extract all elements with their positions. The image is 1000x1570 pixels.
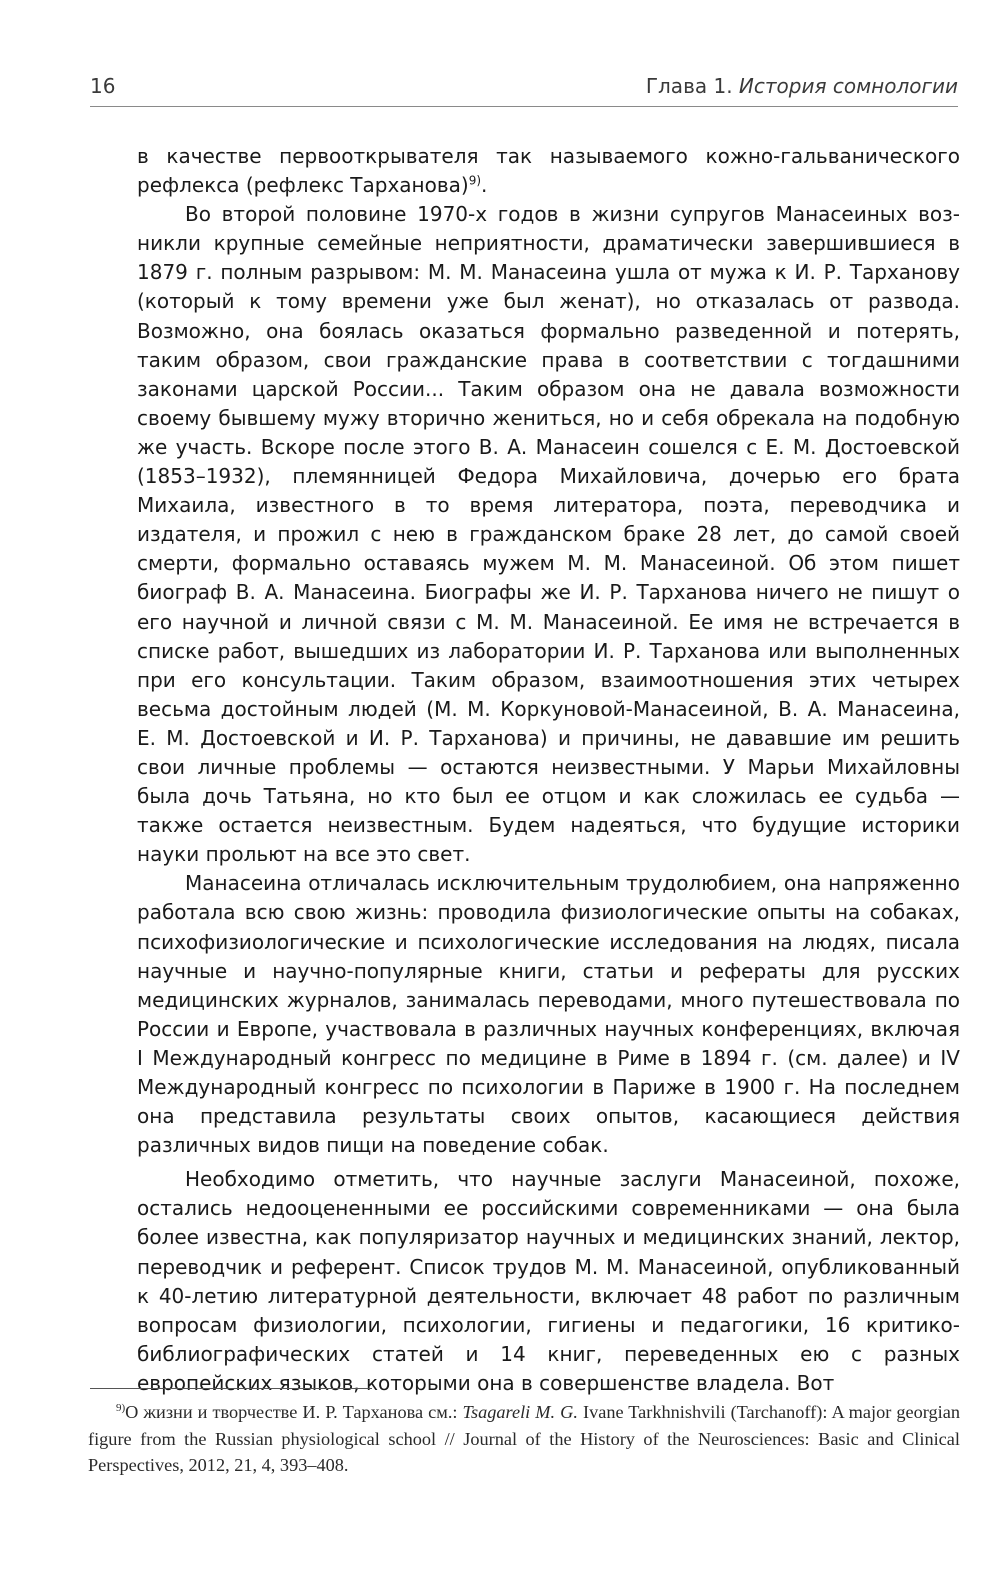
footnote-citation: Ivane Tarkhnishvili (Tarchanoff): A major georgian figure from the Russian physiological school // Journal of the History of the Neurosciences: Basic and Clinical Perspectives, 2012, 21, 4, 393–408. — [88, 1402, 960, 1475]
header-rule — [90, 106, 958, 107]
footnote-9 — [88, 1399, 960, 1479]
paragraph-1 — [137, 142, 960, 200]
paragraph-1-end: . — [481, 173, 488, 198]
footnote-ref-9: 9) — [468, 173, 482, 188]
paragraph-2: Во второй половине 1970-х годов в жизни супругов Манасеиных возникли крупные семейные неприятности, драматически завершившиеся в 1879 г. полным разрывом: М. М. Манасеина ушла от мужа к И. Р. Тарханову (который к тому времени уже был женат), но отказалась от развода. Возможно, она боялась оказаться формально разведенной и потерять, таким образом, свои гражданские права в соответствии с тогдашними законами царской России... Таким образом она не давала возможности своему бывшему мужу вторично жениться, но и себя обрекала на подобную же участь. Вскоре после этого В. А. Манасеин сошелся с Е. М. Достоевской (1853–1932), племянницей Федора Михайловича, дочерью его брата Михаила, известного в то время литератора, поэта, переводчика и издателя, и прожил с нею в гражданском браке 28 лет, до самой своей смерти, формально оставаясь мужем М. М. Манасеиной. Об этом пишет биограф В. А. Манасеина. Биографы же И. Р. Тарханова ничего не пишут о его научной и личной связи с М. М. Манасеиной. Ее имя не встречается в списке работ, вышедших из лаборатории И. Р. Тарханова или выполненных при его консультации. Таким образом, взаимоотношения этих четырех весьма достойным людей (М. М. Коркуновой-Манасеиной, В. А. Манасеина, Е. М. Достоевской и И. Р. Тарханова) и причины, не дававшие им решить свои личные проблемы — остаются неизвестными. У Марьи Михайловны была дочь Татьяна, но кто был ее отцом и как сложилась ее судьба — также остается неизвестным. Будем надеяться, что будущие историки науки прольют на все это свет. — [137, 202, 960, 867]
footnote-rule — [90, 1388, 372, 1389]
page-header — [90, 74, 958, 108]
main-text — [137, 142, 960, 1398]
footnote-author: Tsagareli M. G. — [462, 1402, 578, 1422]
page-number: 16 — [90, 74, 116, 98]
running-head — [646, 74, 958, 98]
footnote-marker: 9) — [116, 1401, 126, 1414]
chapter-title: История сомнологии — [738, 74, 958, 98]
paragraph-4: Необходимо отметить, что научные заслуги Манасеиной, похоже, остались недооцененными ее российскими современниками — она была более известна, как популяризатор научных и медицинских знаний, лектор, переводчик и референт. Список трудов М. М. Манасеиной, опубликованный к 40-летию литературной деятельности, включает 48 работ по различным вопросам физиологии, психологии, гигиены и педагогики, 16 критико-библиографических статей и 14 книг, переведенных ею с разных европейских языков, которыми она в совершенстве владела. Вот — [137, 1167, 960, 1395]
footnote-text-before: О жизни и творчестве И. Р. Тарханова см.: — [125, 1402, 463, 1422]
chapter-label: Глава 1. — [645, 74, 733, 98]
paragraph-3: Манасеина отличалась исключительным трудолюбием, она напряженно работала всю свою жизнь: проводила физиологические опыты на собаках, психофизиологические и психологические исследования на людях, писала научные и научно-популярные книги, статьи и рефераты для русских медицинских журналов, занималась переводами, много путешествовала по России и Европе, участвовала в различных научных конференциях, включая I Международный конгресс по медицине в Риме в 1894 г. (см. далее) и IV Международный конгресс по психологии в Париже в 1900 г. На последнем она представила результаты своих опытов, касающиеся действия различных видов пищи на поведение собак. — [137, 871, 960, 1158]
paragraph-1-text: в качестве первооткрывателя так называемого кожно-гальванического рефлекса (рефлекс Тарханова) — [137, 144, 960, 198]
